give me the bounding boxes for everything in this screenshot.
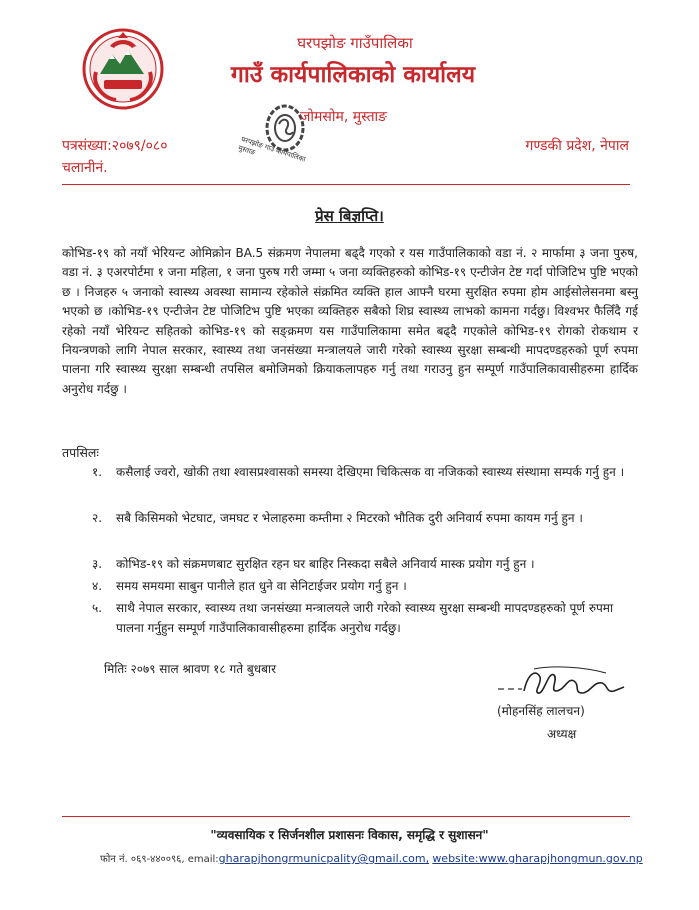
dispatch-number: चलानीनं. <box>62 160 108 176</box>
document-date: मितिः २०७९ साल श्रावण १८ गते बुधबार <box>104 662 276 676</box>
list-item-number: ३. <box>92 557 103 571</box>
stamp-text: घरपझोङ गाउँ कार्यपालिका मुस्ताङ <box>237 135 307 164</box>
footer-contact <box>100 851 643 865</box>
website-link[interactable]: website:www.gharapjhongmun.gov.np <box>432 852 643 865</box>
list-item-text: साथै नेपाल सरकार, स्वास्थ्य तथा जनसंख्या मन्त्रालयले जारी गरेको स्वास्थ्य सुरक्षा सम्बन्धी मापदण्डहरुको पूर्ण रुपमा पालना गर्नुहुन सम्पूर्ण गाउँपालिकावासीहरुमा हार्दिक अनुरोध गर्दछु। <box>116 601 614 635</box>
signer-name: (मोहनसिंह लालचन) <box>497 704 585 718</box>
office-location: जोमसोम, मुस्ताङ <box>300 109 388 125</box>
signer-title: अध्यक्ष <box>547 727 577 741</box>
footer-divider <box>62 816 630 817</box>
title-text: प्रेस बिज्ञप्ति। <box>315 207 384 225</box>
list-item-text: कोभिड-१९ को संक्रमणबाट सुरक्षित रहन घर बाहिर निस्कदा सबैले अनिवार्य मास्क प्रयोग गर्नु हुन । <box>116 557 535 571</box>
province-label: गण्डकी प्रदेश, नेपाल <box>525 138 629 154</box>
email-link[interactable]: gharapjhongrmunicpality@gmail.com, <box>218 852 430 865</box>
org-name-small: घरपझोङ गाउँपालिका <box>297 34 413 52</box>
header-divider <box>62 184 630 185</box>
phone-number: फोन नं. ०६९-४४००९६, <box>100 854 185 865</box>
list-item-text: कसैलाई ज्वरो, खोकी तथा श्वासप्रश्वासको समस्या देखिएमा चिकित्सक वा नजिकको स्वास्थ्य संस्थामा सम्पर्क गर्नु हुन । <box>116 465 625 479</box>
emblem-logo <box>82 28 164 110</box>
annex-label: तपसिलः <box>62 445 99 460</box>
list-item-number: ५. <box>92 601 103 615</box>
org-name-main: गाउँ कार्यपालिकाको कार्यालय <box>230 62 476 88</box>
handwritten-signature <box>494 663 629 705</box>
list-item-number: २. <box>92 511 103 525</box>
reference-number: पत्रसंख्या:२०७९/०८० <box>62 138 168 154</box>
document-title <box>0 206 699 226</box>
list-item-number: १. <box>92 465 103 479</box>
list-item-text: सबै किसिमको भेटघाट, जमघट र भेलाहरुमा कम्तीमा २ मिटरको भौतिक दुरी अनिवार्य रुपमा कायम गर्नु हुन । <box>116 511 583 525</box>
footer-motto: "व्यवसायिक र सिर्जनशील प्रशासनः विकास, समृद्धि र सुशासन" <box>210 828 489 842</box>
email-label: email: <box>187 854 219 865</box>
press-release-body: कोभिड-१९ को नयाँ भेरियन्ट ओमिक्रोन BA.5 संक्रमण नेपालमा बढ्दै गएको र यस गाउँपालिकाको वडा नं. २ मार्फामा ३ जना पुरुष, वडा नं. ३ एअरपोर्टमा १ जना महिला, १ जना पुरुष गरी जम्मा ५ जना व्यक्तिहरुको कोभिड-१९ एन्टीजेन टेष्ट गर्दा पोजिटिभ पुष्टि भएको छ । निजहरु ५ जनाको स्वास्थ्य अवस्था सामान्य रहेकोले संक्रमित व्यक्ति हाल आफ्नै घरमा सुरक्षित रुपमा होम आईसोलेसनमा बस्नु भएको छ ।कोभिड-१९ एन्टीजेन टेष्ट पोजिटिभ पुष्टि भएका व्यक्तिहरु सबैको शिघ्र स्वास्थ्य लाभको कामना गर्दछु। विश्वभर फैलिँदै गई रहेको नयाँ भेरियन्ट सहितको कोभिड-१९ को सङ्क्रमण यस गाउँपालिकामा समेत बढ्दै गएकोले कोभिड-१९ रोगको रोकथाम र नियन्त्रणको लागि नेपाल सरकार, स्वास्थ्य तथा जनसंख्या मन्त्रालयले जारी गरेको स्वास्थ्य सुरक्षा सम्बन्धी मापदण्डहरुको पूर्ण रुपमा पालना गरि स्वास्थ्य सुरक्षा सम्बन्धी तपसिल बमोजिमको क्रियाकलापहरु गर्नु तथा गराउनु हुन सम्पूर्ण गाउँपालिकावासीहरुमा हार्दिक अनुरोध गर्दछु । <box>62 246 638 396</box>
list-item-text: समय समयमा साबुन पानीले हात धुने वा सेनिटाईजर प्रयोग गर्नु हुन । <box>116 579 407 593</box>
list-item-number: ४. <box>92 579 103 593</box>
